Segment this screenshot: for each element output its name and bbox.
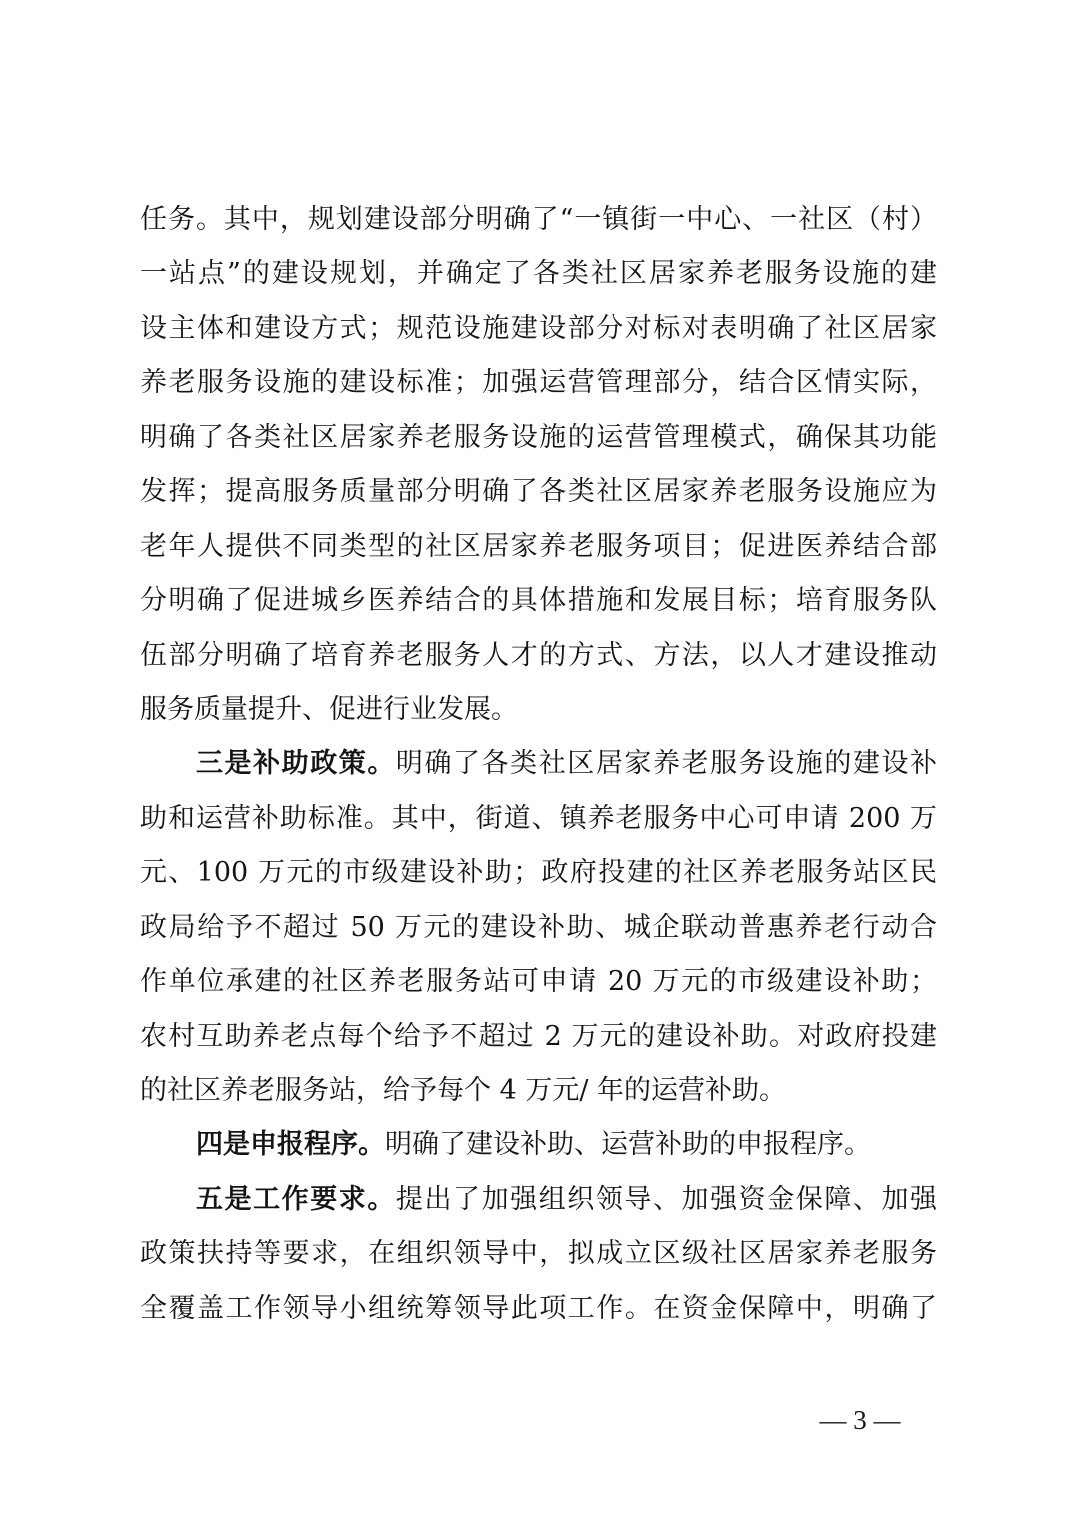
text-line: 任务。其中，规划建设部分明确了“一镇街一中心、一社区（村） [140,204,937,235]
body-text [140,193,937,1336]
text-line: 一站点”的建设规划，并确定了各类社区居家养老服务设施的建 [140,258,937,290]
text-line: 老年人提供不同类型的社区居家养老服务项目；促进医养结合部 [140,530,937,562]
text-run: 提出了加强组织领导、加强资金保障、加强 [395,1183,938,1215]
text-line: 政策扶持等要求，在组织领导中，拟成立区级社区居家养老服务 [140,1238,937,1270]
text-line: 作单位承建的社区养老服务站可申请 20 万元的市级建设补助； [140,966,937,998]
text-line: 分明确了促进城乡医养结合的具体措施和发展目标；培育服务队 [140,585,937,617]
paragraph-lead: 三是补助政策。 [196,748,396,780]
text-line: 服务质量提升、促进行业发展。 [140,693,518,725]
text-line: 养老服务设施的建设标准；加强运营管理部分，结合区情实际， [140,367,937,399]
paragraph-lead: 五是工作要求。 [196,1183,396,1215]
text-line: 的社区养老服务站，给予每个 4 万元/ 年的运营补助。 [140,1075,787,1106]
paragraph-first-line [140,1173,937,1227]
text-run: 明确了各类社区居家养老服务设施的建设补 [395,748,938,780]
text-line: 明确了各类社区居家养老服务设施的运营管理模式，确保其功能 [140,421,937,453]
text-line: 农村互助养老点每个给予不超过 2 万元的建设补助。对政府投建 [140,1020,937,1052]
paragraph-first-line [140,737,937,791]
text-line: 设主体和建设方式；规范设施建设部分对标对表明确了社区居家 [140,312,937,344]
text-line: 元、100 万元的市级建设补助；政府投建的社区养老服务站区民 [140,857,937,889]
text-line: 助和运营补助标准。其中，街道、镇养老服务中心可申请 200 万 [140,802,937,834]
text-line: 伍部分明确了培育养老服务人才的方式、方法，以人才建设推动 [140,639,937,671]
text-run: 明确了建设补助、运营补助的申报程序。 [385,1129,871,1161]
page-number: — 3 — [819,1405,901,1435]
text-line: 发挥；提高服务质量部分明确了各类社区居家养老服务设施应为 [140,476,937,508]
paragraph-lead: 四是申报程序。 [196,1129,385,1161]
text-line: 全覆盖工作领导小组统筹领导此项工作。在资金保障中，明确了 [140,1292,937,1324]
text-line: 政局给予不超过 50 万元的建设补助、城企联动普惠养老行动合 [140,911,937,943]
paragraph-first-line [140,1118,937,1172]
